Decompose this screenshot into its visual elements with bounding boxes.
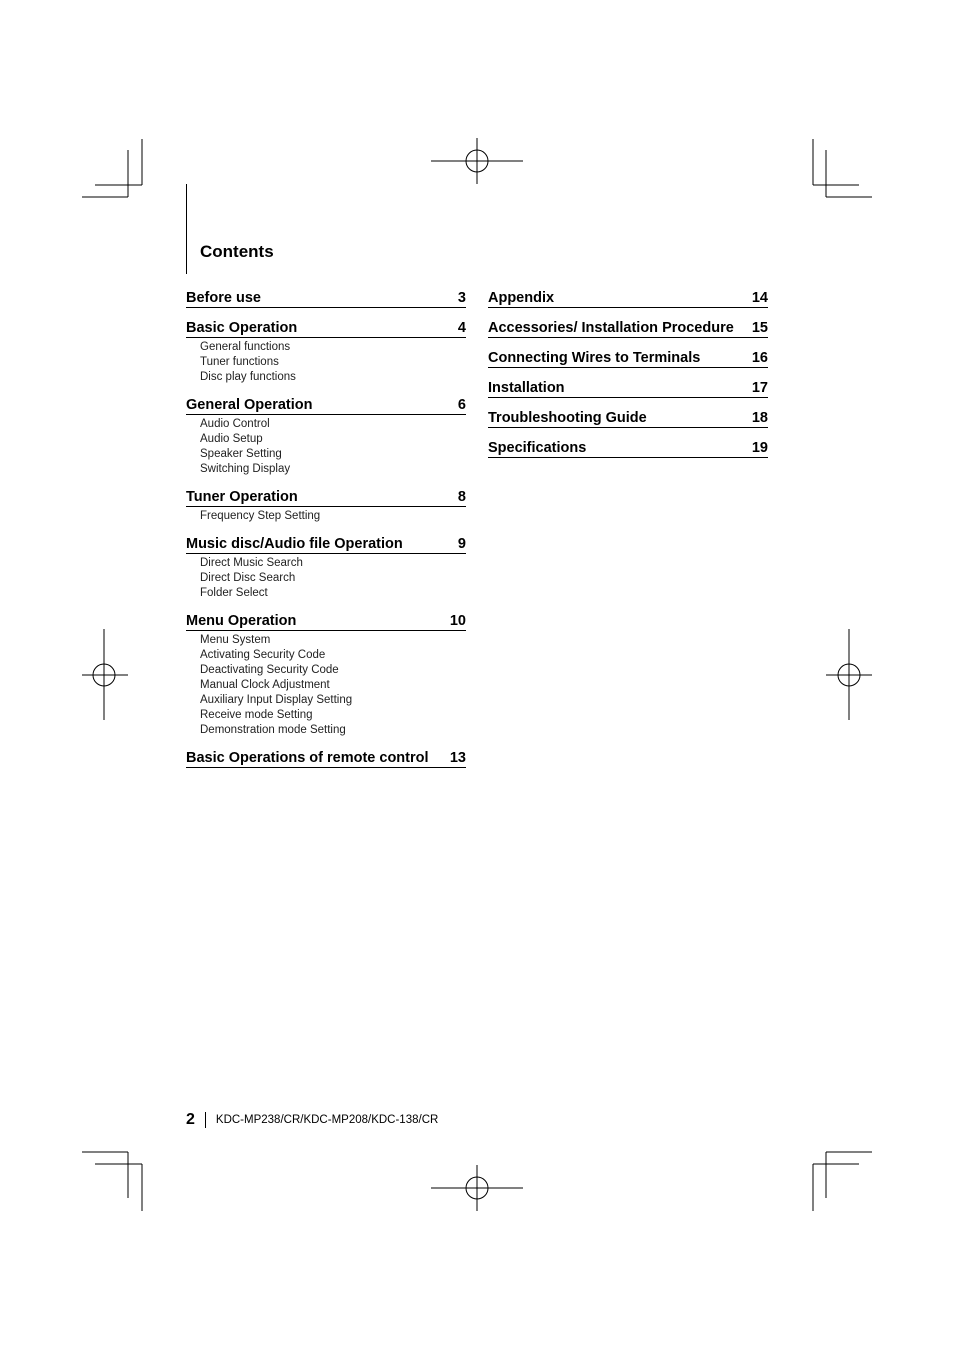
toc-sub-item[interactable]: Demonstration mode Setting bbox=[200, 724, 346, 736]
toc-entry-heading[interactable] bbox=[186, 395, 466, 415]
toc-entry-heading[interactable] bbox=[488, 438, 768, 458]
toc-sub-item[interactable]: Tuner functions bbox=[200, 356, 279, 368]
toc-entry-heading[interactable] bbox=[186, 611, 466, 631]
toc-sub-item[interactable]: Folder Select bbox=[200, 587, 268, 599]
toc-entry bbox=[186, 395, 466, 477]
toc-entry-page: 17 bbox=[751, 380, 768, 396]
toc-sub-item[interactable]: Manual Clock Adjustment bbox=[200, 679, 330, 691]
toc-entry-page: 19 bbox=[751, 440, 768, 456]
toc-entry-page: 16 bbox=[751, 350, 768, 366]
toc-entry bbox=[186, 288, 466, 308]
toc-entry-title: Before use bbox=[186, 290, 261, 306]
toc-sub-item[interactable]: Disc play functions bbox=[200, 371, 296, 383]
toc-entry-heading[interactable] bbox=[186, 288, 466, 308]
toc-entry-heading[interactable] bbox=[488, 288, 768, 308]
toc-sub-item[interactable]: Direct Disc Search bbox=[200, 572, 296, 584]
page-footer bbox=[186, 1111, 438, 1129]
toc-entry-page: 4 bbox=[457, 320, 466, 336]
toc-entry-page: 15 bbox=[751, 320, 768, 336]
toc-entry-title: Menu Operation bbox=[186, 613, 297, 629]
toc-entry-heading[interactable] bbox=[488, 318, 768, 338]
toc-sub-item[interactable]: Deactivating Security Code bbox=[200, 664, 339, 676]
toc-entry-title: Basic Operations of remote control bbox=[186, 750, 429, 766]
toc-sub-item[interactable]: Auxiliary Input Display Setting bbox=[200, 694, 353, 706]
toc-entry-page: 6 bbox=[457, 397, 466, 413]
toc-entry-title: Tuner Operation bbox=[186, 489, 298, 505]
toc-entry-page: 9 bbox=[457, 536, 466, 552]
footer-page-number: 2 bbox=[186, 1111, 195, 1128]
toc-sub-item[interactable]: Speaker Setting bbox=[200, 448, 282, 460]
toc-sub-item[interactable]: Frequency Step Setting bbox=[200, 510, 321, 522]
toc-sub-list bbox=[186, 507, 466, 524]
toc-entry bbox=[488, 318, 768, 338]
toc-entry bbox=[186, 534, 466, 601]
toc-entry-page: 10 bbox=[449, 613, 466, 629]
toc-entry-page: 3 bbox=[457, 290, 466, 306]
toc-entry-title: Connecting Wires to Terminals bbox=[488, 350, 701, 366]
footer-separator bbox=[205, 1112, 206, 1128]
toc-sub-item[interactable]: Receive mode Setting bbox=[200, 709, 313, 721]
toc-entry-heading[interactable] bbox=[488, 378, 768, 398]
toc-entry-title: Troubleshooting Guide bbox=[488, 410, 647, 426]
toc-entry-page: 13 bbox=[449, 750, 466, 766]
toc-entry bbox=[186, 611, 466, 738]
toc-entry bbox=[186, 487, 466, 524]
toc-entry bbox=[488, 438, 768, 458]
toc-entry-page: 14 bbox=[751, 290, 768, 306]
toc-sub-list bbox=[186, 631, 466, 738]
toc-entry bbox=[186, 748, 466, 768]
toc-sub-item[interactable]: Menu System bbox=[200, 634, 271, 646]
toc-sub-list bbox=[186, 415, 466, 477]
toc-entry-title: Accessories/ Installation Procedure bbox=[488, 320, 734, 336]
title-rule bbox=[186, 184, 187, 274]
toc-entry-title: Music disc/Audio file Operation bbox=[186, 536, 403, 552]
toc-entry-heading[interactable] bbox=[186, 534, 466, 554]
toc-entry bbox=[488, 408, 768, 428]
toc-entry-page: 18 bbox=[751, 410, 768, 426]
toc-right-column bbox=[488, 288, 768, 468]
toc-sub-item[interactable]: Audio Setup bbox=[200, 433, 263, 445]
toc-entry-title: Installation bbox=[488, 380, 565, 396]
toc-entry-title: General Operation bbox=[186, 397, 313, 413]
toc-sub-list bbox=[186, 554, 466, 601]
toc-entry-title: Appendix bbox=[488, 290, 555, 306]
toc-entry-page: 8 bbox=[457, 489, 466, 505]
footer-model: KDC-MP238/CR/KDC-MP208/KDC-138/CR bbox=[215, 1114, 439, 1126]
toc-entry-title: Specifications bbox=[488, 440, 587, 456]
toc-sub-item[interactable]: Direct Music Search bbox=[200, 557, 303, 569]
toc-entry bbox=[186, 318, 466, 385]
toc-sub-list bbox=[186, 338, 466, 385]
toc-entry-heading[interactable] bbox=[186, 318, 466, 338]
toc-entry-heading[interactable] bbox=[186, 748, 466, 768]
toc-entry-heading[interactable] bbox=[186, 487, 466, 507]
toc-sub-item[interactable]: Activating Security Code bbox=[200, 649, 326, 661]
toc-sub-item[interactable]: Audio Control bbox=[200, 418, 270, 430]
toc-entry bbox=[488, 348, 768, 368]
toc-left-column bbox=[186, 288, 466, 778]
page-title: Contents bbox=[200, 242, 274, 261]
toc-sub-item[interactable]: General functions bbox=[200, 341, 291, 353]
toc-entry bbox=[488, 288, 768, 308]
toc-entry-heading[interactable] bbox=[488, 408, 768, 428]
toc-entry bbox=[488, 378, 768, 398]
toc-entry-heading[interactable] bbox=[488, 348, 768, 368]
toc-entry-title: Basic Operation bbox=[186, 320, 298, 336]
toc-sub-item[interactable]: Switching Display bbox=[200, 463, 291, 475]
